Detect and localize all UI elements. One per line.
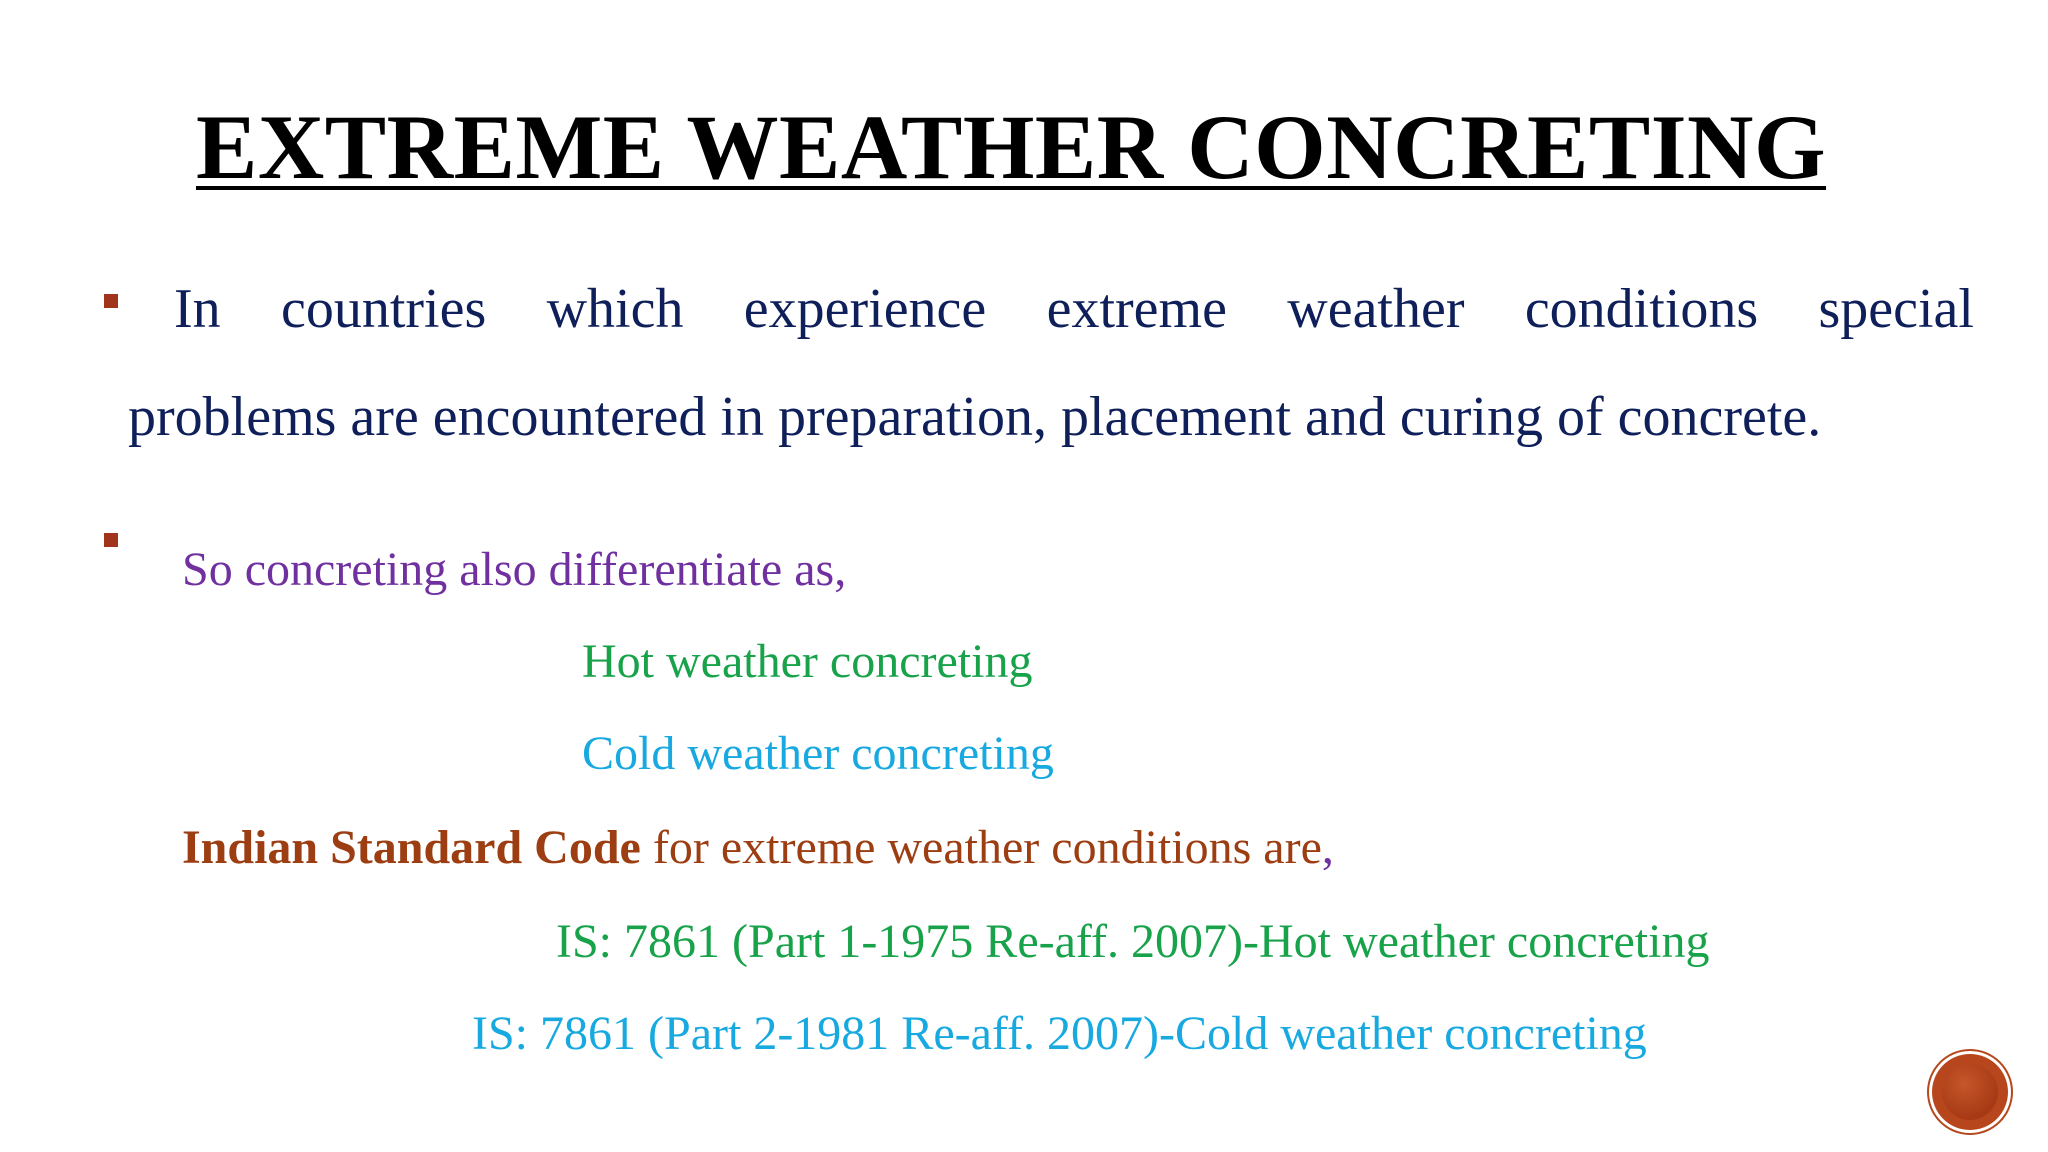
is-cold-weather-code: IS: 7861 (Part 2-1981 Re-aff. 2007)-Cold weather concreting: [472, 1007, 1647, 1060]
square-bullet-icon: [104, 533, 118, 547]
word: In: [174, 278, 221, 340]
differentiate-intro: So concreting also differentiate as,: [182, 543, 847, 596]
word: experience: [743, 278, 987, 340]
is-hot-weather-code: IS: 7861 (Part 1-1975 Re-aff. 2007)-Hot weather concreting: [556, 915, 1710, 968]
indian-standard-code-label: Indian Standard Code: [182, 821, 641, 874]
word: weather: [1287, 278, 1465, 340]
word: countries: [280, 278, 487, 340]
word: special: [1818, 278, 1974, 340]
indian-standard-code-line: [182, 818, 1334, 878]
word: which: [546, 278, 684, 340]
square-bullet-icon: [104, 294, 118, 308]
word: extreme: [1046, 278, 1227, 340]
indian-standard-code-comma: ,: [1321, 821, 1334, 874]
bullet-1-line-1: [174, 272, 1974, 346]
slide-title: EXTREME WEATHER CONCRETING: [196, 96, 1827, 198]
slide-number-badge: [1932, 1054, 2008, 1130]
cold-weather-item: Cold weather concreting: [582, 727, 1054, 780]
bullet-1-line-2: problems are encountered in preparation, placement and curing of concrete.: [128, 386, 1822, 448]
word: conditions: [1524, 278, 1759, 340]
hot-weather-item: Hot weather concreting: [582, 635, 1033, 688]
indian-standard-code-text: for extreme weather conditions are: [640, 821, 1322, 874]
